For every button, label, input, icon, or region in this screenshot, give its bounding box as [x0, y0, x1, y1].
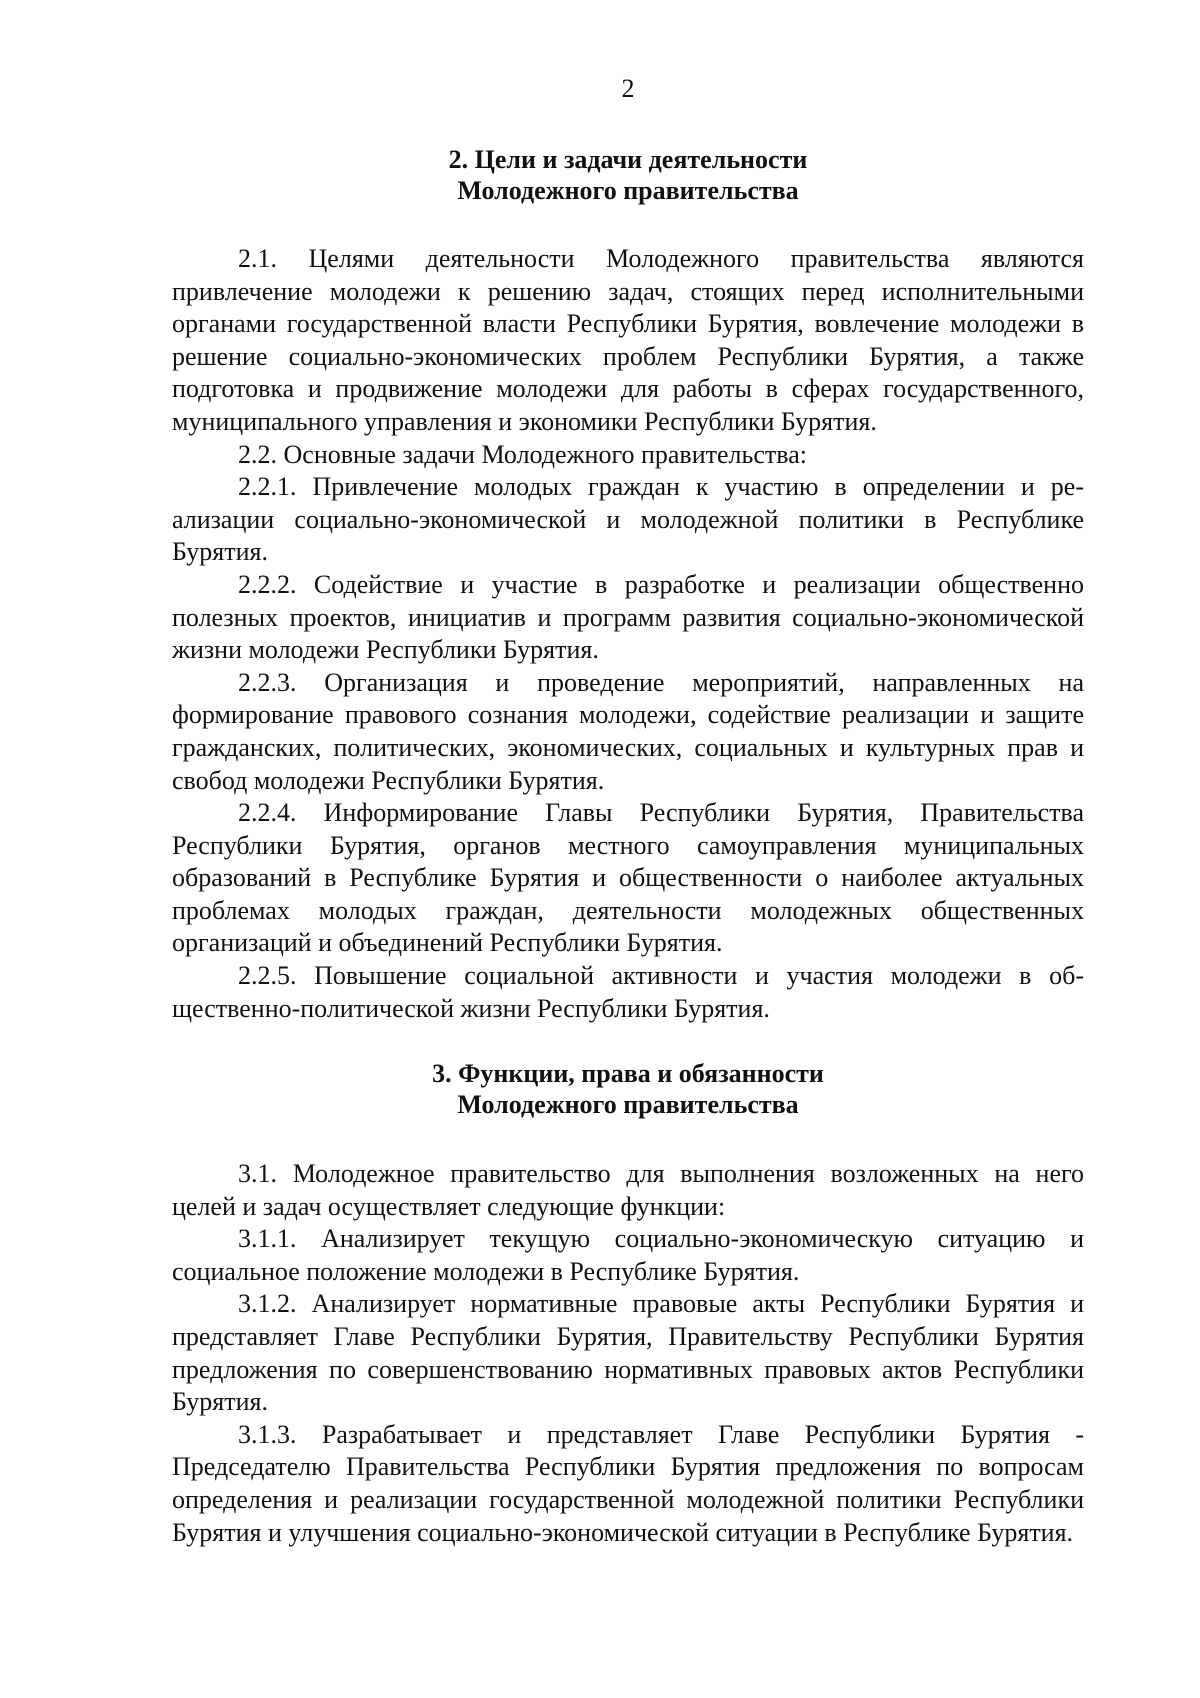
section-3-body	[172, 1158, 1084, 1549]
paragraph-3-1-2: 3.1.2. Анализирует нормативные правовые акты Республики Бурятия и представляет Главе Республики Бурятия, Правительству Республики Бурятия предложения по совершенствованию нормативных правовых актов Республики Бурятия.	[172, 1289, 1084, 1417]
section-2-title	[172, 144, 1084, 206]
paragraph-2-2-2: 2.2.2. Содействие и участие в разработке и реализации общественно полезных проектов, инициатив и программ развития социально-экономической жизни молодежи Республики Бурятия.	[172, 569, 1084, 665]
paragraph-3-1: 3.1. Молодежное правительство для выполнения возложенных на него целей и задач осуществляет следующие функции:	[172, 1159, 1084, 1221]
paragraph-2-2: 2.2. Основные задачи Молодежного правительства:	[238, 439, 807, 469]
paragraph-2-2-1: 2.2.1. Привлечение молодых граждан к участию в определении и реализации социально-экономической и молодежной политики в Республике Бурятия.	[172, 472, 1084, 567]
section-3-title	[172, 1058, 1084, 1120]
section-2-body	[172, 243, 1084, 1025]
paragraph-3-1-1: 3.1.1. Анализирует текущую социально-экономическую ситуацию и социальное положение молодежи в Республике Бурятия.	[172, 1224, 1084, 1286]
page-number: 2	[621, 74, 635, 103]
paragraph-2-1: 2.1. Целями деятельности Молодежного правительства являются привлечение молодежи к решению задач, стоящих перед исполнительными органами государственной власти Республики Бурятия, вовлечение молодежи в решение социально-экономических проблем Республики Бурятия, а также подготовка и продвижение молодежи для работы в сферах государственного, муниципального управления и экономики Республики Бурятия.	[172, 244, 1084, 436]
section-3-title-line-2: Молодежного правительства	[457, 1090, 799, 1119]
paragraph-2-2-3: 2.2.3. Организация и проведение мероприятий, направленных на формирование правового сознания молодежи, содействие реализации и защите гражданских, политических, экономических, социальных и культурных прав и свобод молодежи Республики Бурятия.	[172, 667, 1084, 795]
paragraph-2-2-4: 2.2.4. Информирование Главы Республики Бурятия, Правительства Республики Бурятия, органов местного самоуправления муниципальных образований в Республике Бурятия и общественности о наиболее актуальных проблемах молодых граждан, деятельности молодежных общественных организаций и объединений Республики Бурятия.	[172, 798, 1084, 958]
section-3-title-line-1: 3. Функции, права и обязанности	[432, 1059, 824, 1088]
paragraph-3-1-3: 3.1.3. Разрабатывает и представляет Главе Республики Бурятия - Председателю Правительства Республики Бурятия предложения по вопросам определения и реализации государственной молодежной политики Республики Бурятия и улучшения социально-экономической ситуации в Республике Бурятия.	[172, 1419, 1084, 1547]
section-2-title-line-1: 2. Цели и задачи деятельности	[448, 145, 808, 174]
document-page	[172, 0, 1084, 1698]
paragraph-2-2-5: 2.2.5. Повышение социальной активности и участия молодежи в общественно-политической жизни Республики Бурятия.	[172, 961, 1084, 1023]
section-2-title-line-2: Молодежного правительства	[457, 176, 799, 205]
